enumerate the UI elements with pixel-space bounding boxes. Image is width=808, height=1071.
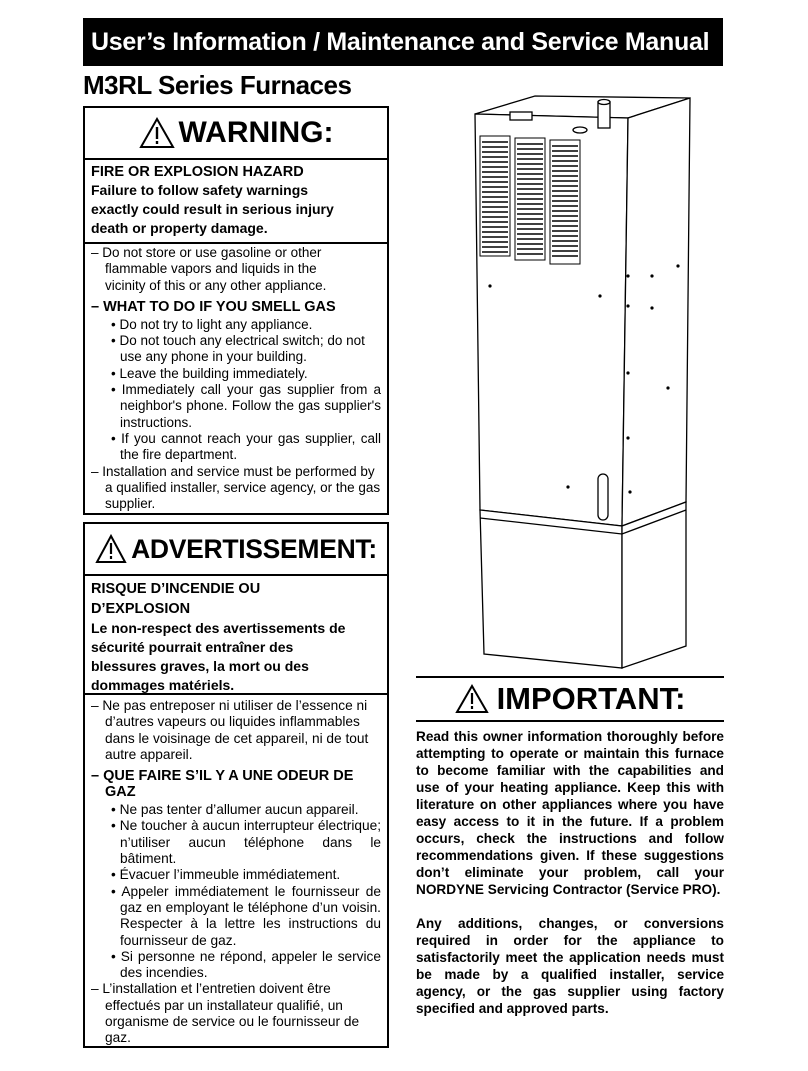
important-paragraph: Any additions, changes, or conversions required in order for the appliance to satisfactorily meet the application needs must be made by a qualified installer, service agency, or the gas supplier using factory specified and approved parts. [416, 916, 724, 1016]
odeur-gaz-subhead: – QUE FAIRE S’IL Y A UNE ODEUR DE GAZ [91, 768, 354, 801]
warning-header [85, 108, 387, 160]
smell-gas-subhead: – WHAT TO DO IF YOU SMELL GAS [91, 298, 336, 315]
warning-bullet: • Do not try to light any appliance. [111, 316, 313, 332]
warning-hazard-title: FIRE OR EXPLOSION HAZARD [91, 164, 304, 180]
warning-triangle-icon [455, 684, 489, 714]
warning-hazard-body [91, 181, 381, 238]
advertissement-header [85, 524, 387, 576]
warning-title: WARNING: [178, 116, 334, 149]
important-section [416, 676, 724, 1034]
risque-body-line: blessures graves, la mort ou des [91, 658, 309, 674]
important-title: IMPORTANT: [496, 681, 686, 716]
warning-item-line: vicinity of this or any other appliance. [105, 277, 327, 293]
warning-body-line: exactly could result in serious injury [91, 201, 334, 217]
advertissement-box [83, 522, 389, 1048]
warning-box [83, 106, 389, 515]
important-body [416, 728, 724, 1017]
warning-body-line: death or property damage. [91, 220, 268, 236]
advert-bullet: • Ne toucher à aucun interrupteur électrique; n’utiliser aucun téléphone dans le bâtiment. [111, 818, 381, 867]
warning-item-line: – Do not store or use gasoline or other [91, 245, 322, 260]
risque-body-line: sécurité pourrait entraîner des [91, 639, 294, 655]
risque-title-line: RISQUE D’INCENDIE OU [91, 581, 261, 597]
furnace-illustration [440, 90, 720, 670]
series-subtitle: M3RL Series Furnaces [83, 70, 352, 100]
advertissement-title: ADVERTISSEMENT: [131, 533, 377, 564]
warning-item-storage [91, 245, 381, 294]
important-header [416, 678, 724, 720]
risque-title-line: D’EXPLOSION [91, 601, 191, 617]
risque-hazard-body [91, 619, 381, 695]
warning-bullet: • If you cannot reach your gas supplier, call the fire department. [111, 430, 381, 463]
warning-item-installation: – Installation and service must be performed by a qualified installer, service agency, or the gas supplier. [91, 463, 381, 512]
warning-triangle-icon [95, 534, 127, 564]
risque-hazard-title [91, 579, 381, 619]
risque-body-line: dommages matériels. [91, 677, 235, 693]
advert-bullet: • Ne pas tenter d’allumer aucun appareil. [111, 802, 359, 818]
warning-body-line: Failure to follow safety warnings [91, 182, 309, 198]
manual-title-banner: User’s Information / Maintenance and Service Manual [83, 18, 723, 66]
warning-bullet: • Immediately call your gas supplier from a neighbor's phone. Follow the gas supplier's instructions. [111, 382, 381, 430]
advert-bullet: • Évacuer l’immeuble immédiatement. [111, 867, 341, 883]
warning-bullet: • Do not touch any electrical switch; do not use any phone in your building. [111, 333, 365, 365]
risque-body-line: Le non-respect des avertissements de [91, 620, 346, 636]
advert-item-storage: – Ne pas entreposer ni utiliser de l’essence ni d’autres vapeurs ou liquides inflammables dans le voisinage de cet appareil, ni de tout autre appareil. [91, 698, 369, 762]
advert-bullet: • Si personne ne répond, appeler le service des incendies. [111, 948, 381, 981]
advert-bullet: • Appeler immédiatement le fournisseur de gaz en employant le téléphone d’un voisin. Respecter à la lettre les instructions du fournisseur de gaz. [111, 883, 381, 948]
warning-triangle-icon [139, 117, 175, 149]
warning-bullet: • Leave the building immediately. [111, 365, 308, 381]
warning-item-line: flammable vapors and liquids in the [105, 261, 317, 277]
advert-item-installation: – L’installation et l’entretien doivent être effectués par un installateur qualifié, un organisme de service ou le fournisseur de gaz. [91, 981, 360, 1046]
important-paragraph: Read this owner information thoroughly before attempting to operate or maintain this furnace to become familiar with the capabilities and use of your heating appliance. Keep this with literature on other appliances where you have easy access to it in the future. If a problem occurs, check the instructions and follow recommendations given. If these suggestions don’t eliminate your problem, call your NORDYNE Servicing Contractor (Service PRO). [416, 729, 724, 897]
